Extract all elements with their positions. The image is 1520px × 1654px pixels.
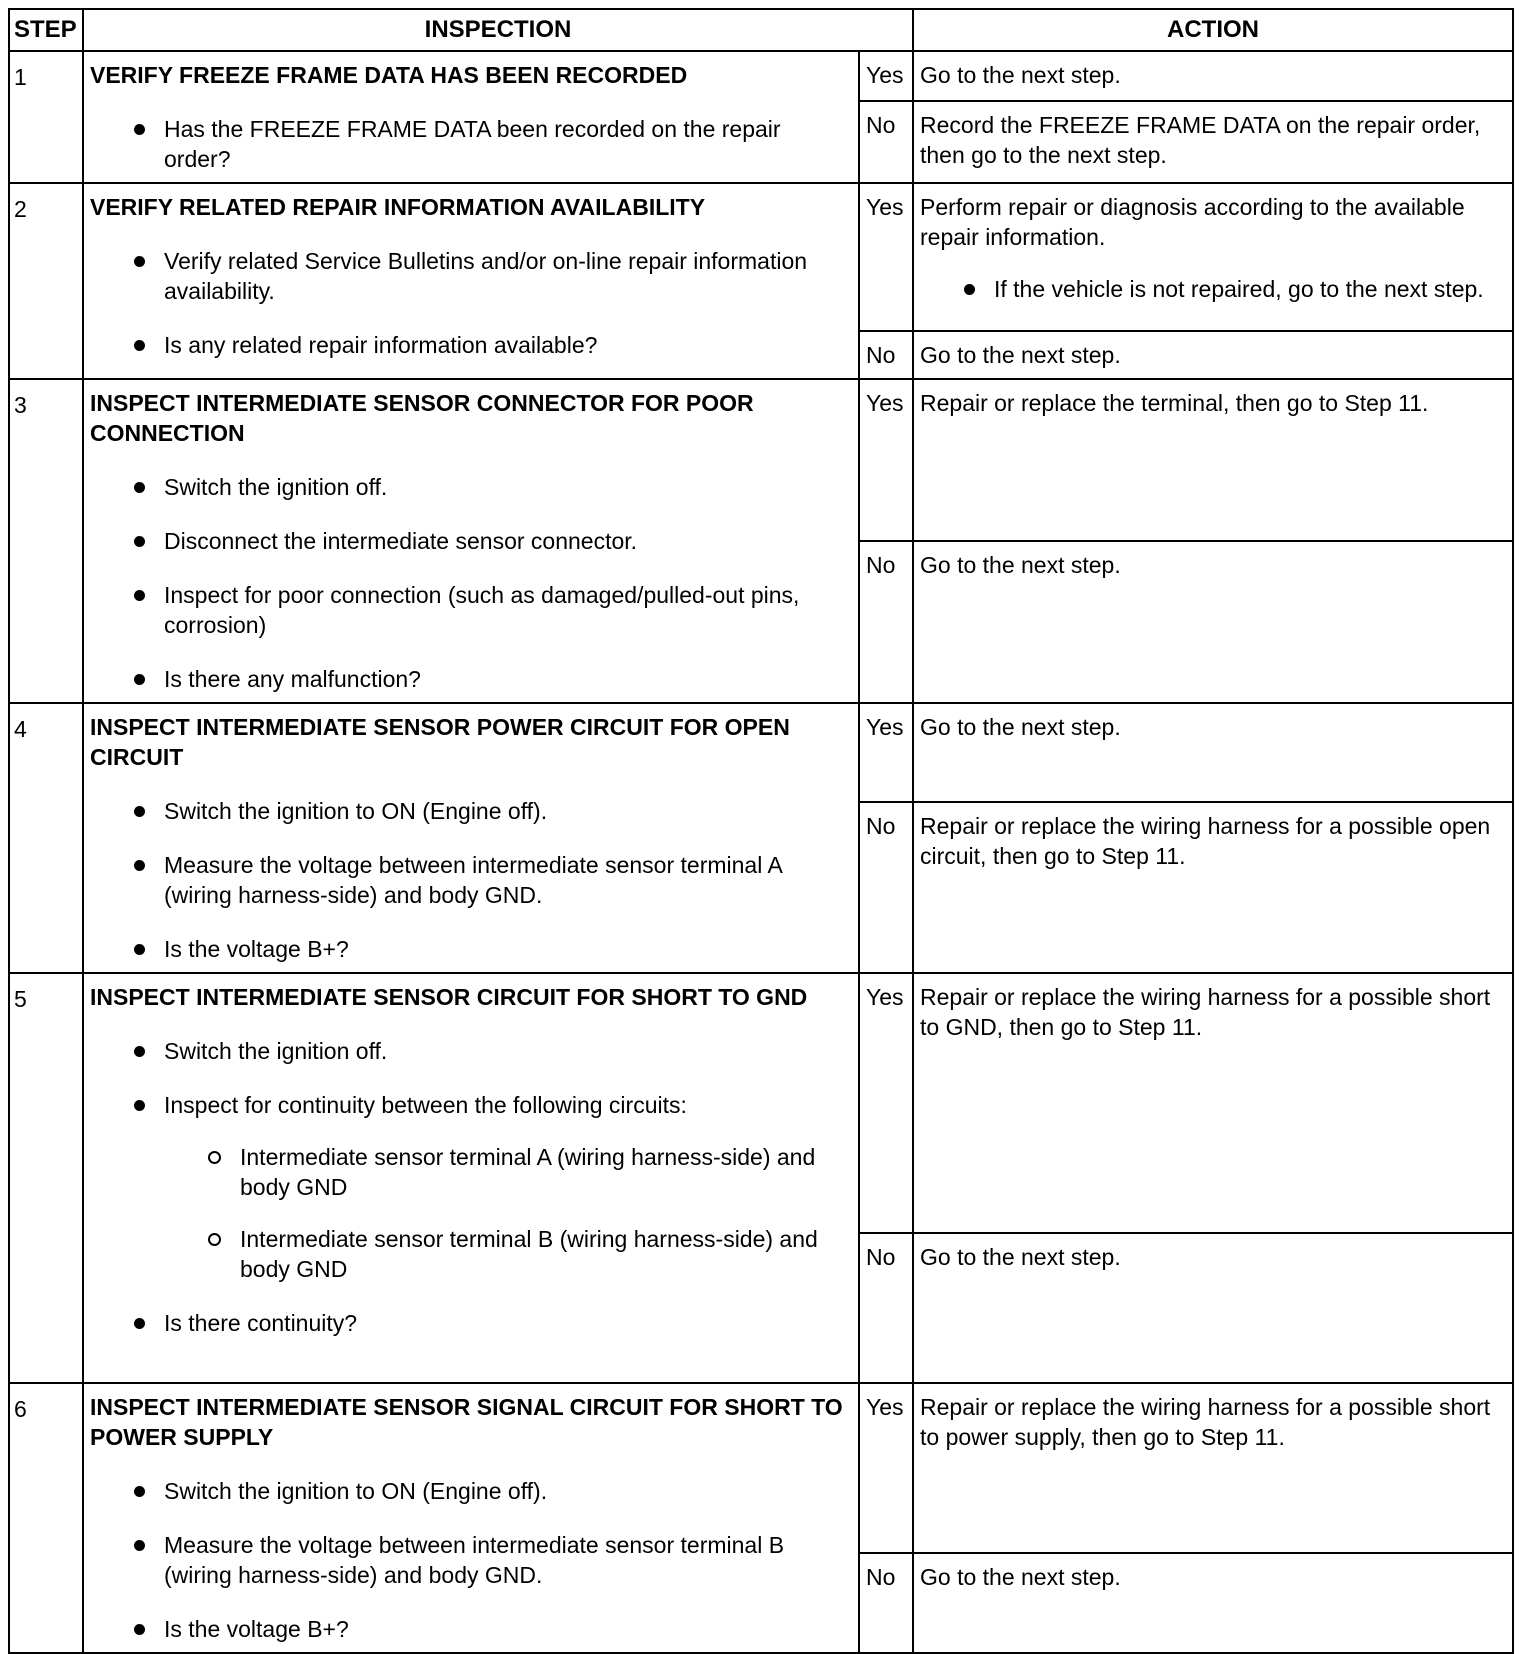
inspection-bullets (90, 1476, 852, 1644)
inspection-bullets (90, 114, 852, 174)
inspection-bullet: Has the FREEZE FRAME DATA been recorded on the repair order? (90, 114, 852, 174)
yes-action: Go to the next step. (913, 703, 1513, 802)
inspection-cell (83, 703, 859, 973)
no-label: No (859, 331, 913, 379)
inspection-bullets (90, 1036, 852, 1120)
inspection-cell (83, 379, 859, 703)
inspection-cell (83, 1383, 859, 1653)
yes-action-cell (913, 183, 1513, 331)
inspection-bullet: Is any related repair information available? (90, 330, 852, 360)
inspection-cell (83, 51, 859, 183)
inspection-bullets (90, 472, 852, 694)
inspection-cell (83, 973, 859, 1383)
inspection-bullet: Is there continuity? (90, 1308, 852, 1338)
no-label: No (859, 802, 913, 973)
step-number: 4 (9, 703, 83, 973)
no-action: Repair or replace the wiring harness for a possible open circuit, then go to Step 11. (913, 802, 1513, 973)
no-action: Go to the next step. (913, 1553, 1513, 1653)
yes-label: Yes (859, 379, 913, 541)
inspection-cell (83, 183, 859, 379)
no-label: No (859, 101, 913, 183)
inspection-title: VERIFY RELATED REPAIR INFORMATION AVAILABILITY (90, 194, 706, 220)
yes-label: Yes (859, 1383, 913, 1553)
header-inspection: INSPECTION (83, 9, 913, 51)
yes-label: Yes (859, 51, 913, 101)
inspection-bullet: Switch the ignition to ON (Engine off). (90, 1476, 852, 1506)
no-label: No (859, 1553, 913, 1653)
inspection-title: INSPECT INTERMEDIATE SENSOR POWER CIRCUIT FOR OPEN CIRCUIT (90, 714, 790, 770)
no-action: Record the FREEZE FRAME DATA on the repair order, then go to the next step. (913, 101, 1513, 183)
yes-action: Perform repair or diagnosis according to the available repair information. (920, 194, 1465, 250)
no-label: No (859, 541, 913, 703)
header-action: ACTION (913, 9, 1513, 51)
action-bullet: If the vehicle is not repaired, go to the next step. (920, 274, 1506, 304)
inspection-bullets (90, 1308, 852, 1338)
yes-label: Yes (859, 703, 913, 802)
inspection-sub-bullet: Intermediate sensor terminal B (wiring harness-side) and body GND (90, 1224, 852, 1284)
inspection-title: INSPECT INTERMEDIATE SENSOR CIRCUIT FOR SHORT TO GND (90, 984, 808, 1010)
step-number: 5 (9, 973, 83, 1383)
no-action: Go to the next step. (913, 331, 1513, 379)
step-number: 1 (9, 51, 83, 183)
inspection-bullets (90, 796, 852, 964)
inspection-bullet: Measure the voltage between intermediate sensor terminal A (wiring harness-side) and body GND. (90, 850, 852, 910)
yes-action: Go to the next step. (913, 51, 1513, 101)
inspection-bullet: Switch the ignition off. (90, 472, 852, 502)
step-number: 2 (9, 183, 83, 379)
inspection-title: VERIFY FREEZE FRAME DATA HAS BEEN RECORDED (90, 62, 688, 88)
step-number: 3 (9, 379, 83, 703)
inspection-bullet: Switch the ignition to ON (Engine off). (90, 796, 852, 826)
inspection-bullet: Is the voltage B+? (90, 934, 852, 964)
inspection-sub-bullet: Intermediate sensor terminal A (wiring harness-side) and body GND (90, 1142, 852, 1202)
yes-action: Repair or replace the terminal, then go to Step 11. (913, 379, 1513, 541)
inspection-bullet: Inspect for poor connection (such as damaged/pulled-out pins, corrosion) (90, 580, 852, 640)
step-number: 6 (9, 1383, 83, 1653)
no-label: No (859, 1233, 913, 1383)
header-row (9, 9, 1513, 51)
inspection-title: INSPECT INTERMEDIATE SENSOR SIGNAL CIRCUIT FOR SHORT TO POWER SUPPLY (90, 1394, 843, 1450)
yes-label: Yes (859, 973, 913, 1233)
inspection-bullet: Measure the voltage between intermediate sensor terminal B (wiring harness-side) and body GND. (90, 1530, 852, 1590)
yes-label: Yes (859, 183, 913, 331)
inspection-bullet: Switch the ignition off. (90, 1036, 852, 1066)
no-action: Go to the next step. (913, 541, 1513, 703)
table-row (9, 973, 1513, 1233)
inspection-bullet: Disconnect the intermediate sensor connector. (90, 526, 852, 556)
table-row (9, 379, 1513, 541)
inspection-bullet: Is the voltage B+? (90, 1614, 852, 1644)
inspection-sub-bullets (90, 1142, 852, 1284)
inspection-bullet: Verify related Service Bulletins and/or on-line repair information availability. (90, 246, 852, 306)
table-row (9, 703, 1513, 802)
inspection-bullet: Inspect for continuity between the following circuits: (90, 1090, 852, 1120)
inspection-bullet: Is there any malfunction? (90, 664, 852, 694)
diagnostic-table (8, 8, 1514, 1654)
inspection-title: INSPECT INTERMEDIATE SENSOR CONNECTOR FOR POOR CONNECTION (90, 390, 754, 446)
table-row (9, 51, 1513, 101)
header-step: STEP (9, 9, 83, 51)
yes-action: Repair or replace the wiring harness for a possible short to power supply, then go to Step 11. (913, 1383, 1513, 1553)
table-row (9, 183, 1513, 331)
table-row (9, 1383, 1513, 1553)
action-bullets (920, 274, 1506, 304)
inspection-bullets (90, 246, 852, 360)
yes-action: Repair or replace the wiring harness for a possible short to GND, then go to Step 11. (913, 973, 1513, 1233)
no-action: Go to the next step. (913, 1233, 1513, 1383)
